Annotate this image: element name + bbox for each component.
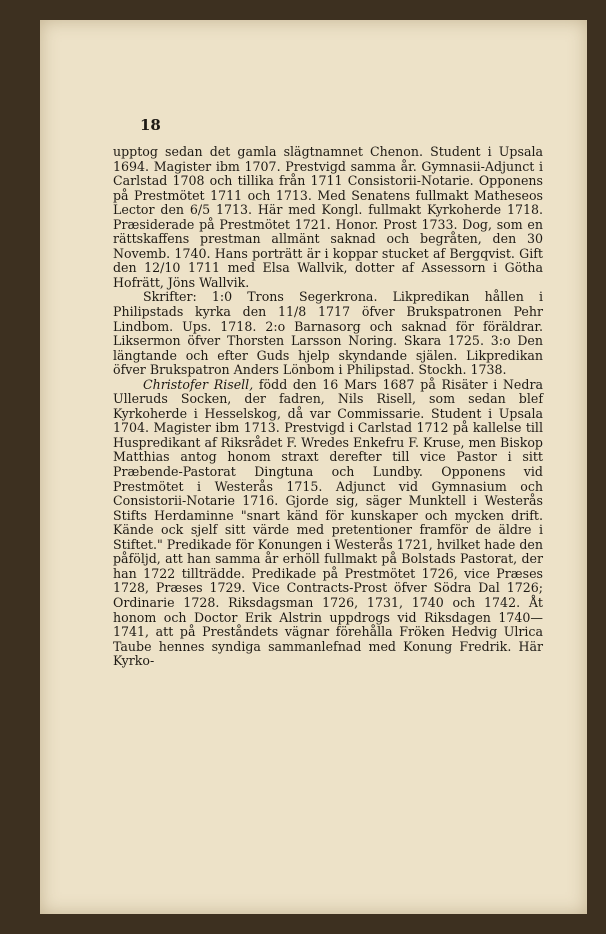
page-number: 18	[140, 116, 161, 134]
paragraph	[113, 290, 543, 377]
paragraph-text: upptog sedan det gamla slägtnamnet Chenon. Student i Upsala 1694. Magister ibm 1707. Prestvigd samma år. Gymnasii-Adjunct i Carlstad 1708 och tillika från 1711 Consistorii-Notarie. Opponens på Prestmötet 1711 och 1713. Med Senatens fullmakt Matheseos Lector den 6/5 1713. Här med Kongl. fullmakt Kyrkoherde 1718. Præsiderade på Prestmötet 1721. Honor. Prost 1733. Dog, som en rättskaffens prestman allmänt saknad och begråten, den 30 Novemb. 1740. Hans porträtt är i koppar stucket af Bergqvist. Gift den 12/10 1711 med Elsa Wallvik, dotter af Assessorn i Götha Hofrätt, Jöns Wallvik.	[113, 144, 543, 290]
paragraph-text: född den 16 Mars 1687 på Risäter i Nedra Ulleruds Socken, der fadren, Nils Risell, som sedan blef Kyrkoherde i Hesselskog, då var Commissarie. Student i Upsala 1704. Magister ibm 1713. Prestvigd i Carlstad 1712 på kallelse till Huspredikant af Riksrådet F. Wredes Enkefru F. Kruse, men Biskop Matthias antog honom straxt derefter till vice Pastor i sitt Præbende-Pastorat Dingtuna och Lundby. Opponens vid Prestmötet i Westerås 1715. Adjunct vid Gymnasium och Consistorii-Notarie 1716. Gjorde sig, säger Munktell i Westerås Stifts Herdaminne "snart känd för kunskaper och mycken drift. Kände ock sjelf sitt värde med pretentioner framför de äldre i Stiftet." Predikade för Konungen i Westerås 1721, hvilket hade den påföljd, att han samma år erhöll fullmakt på Bolstads Pastorat, der han 1722 tillträdde. Predikade på Prestmötet 1726, vice Præses 1728, Præses 1729. Vice Contracts-Prost öfver Södra Dal 1726; Ordinarie 1728. Riksdagsman 1726, 1731, 1740 och 1742. Åt honom och Doctor Erik Alstrin uppdrogs vid Riksdagen 1740—1741, att på Preståndets vägnar förehålla Fröken Hedvig Ulrica Taube hennes syndiga sammanlefnad med Konung Fredrik. Här Kyrko-	[113, 376, 543, 669]
paragraph	[113, 378, 543, 669]
person-name: Christofer Risell,	[143, 376, 254, 392]
paragraph	[113, 145, 543, 290]
body-text	[113, 145, 543, 669]
paragraph-text: Skrifter: 1:0 Trons Segerkrona. Likpredikan hållen i Philipstads kyrka den 11/8 1717 öfver Brukspatronen Pehr Lindbom. Ups. 1718. 2:o Barnasorg och saknad för föräldrar. Liksermon öfver Thorsten Larsson Noring. Skara 1725. 3:o Den längtande och efter Guds hjelp skyndande själen. Likpredikan öfver Brukspatron Anders Lönbom i Philipstad. Stockh. 1738.	[113, 289, 543, 378]
